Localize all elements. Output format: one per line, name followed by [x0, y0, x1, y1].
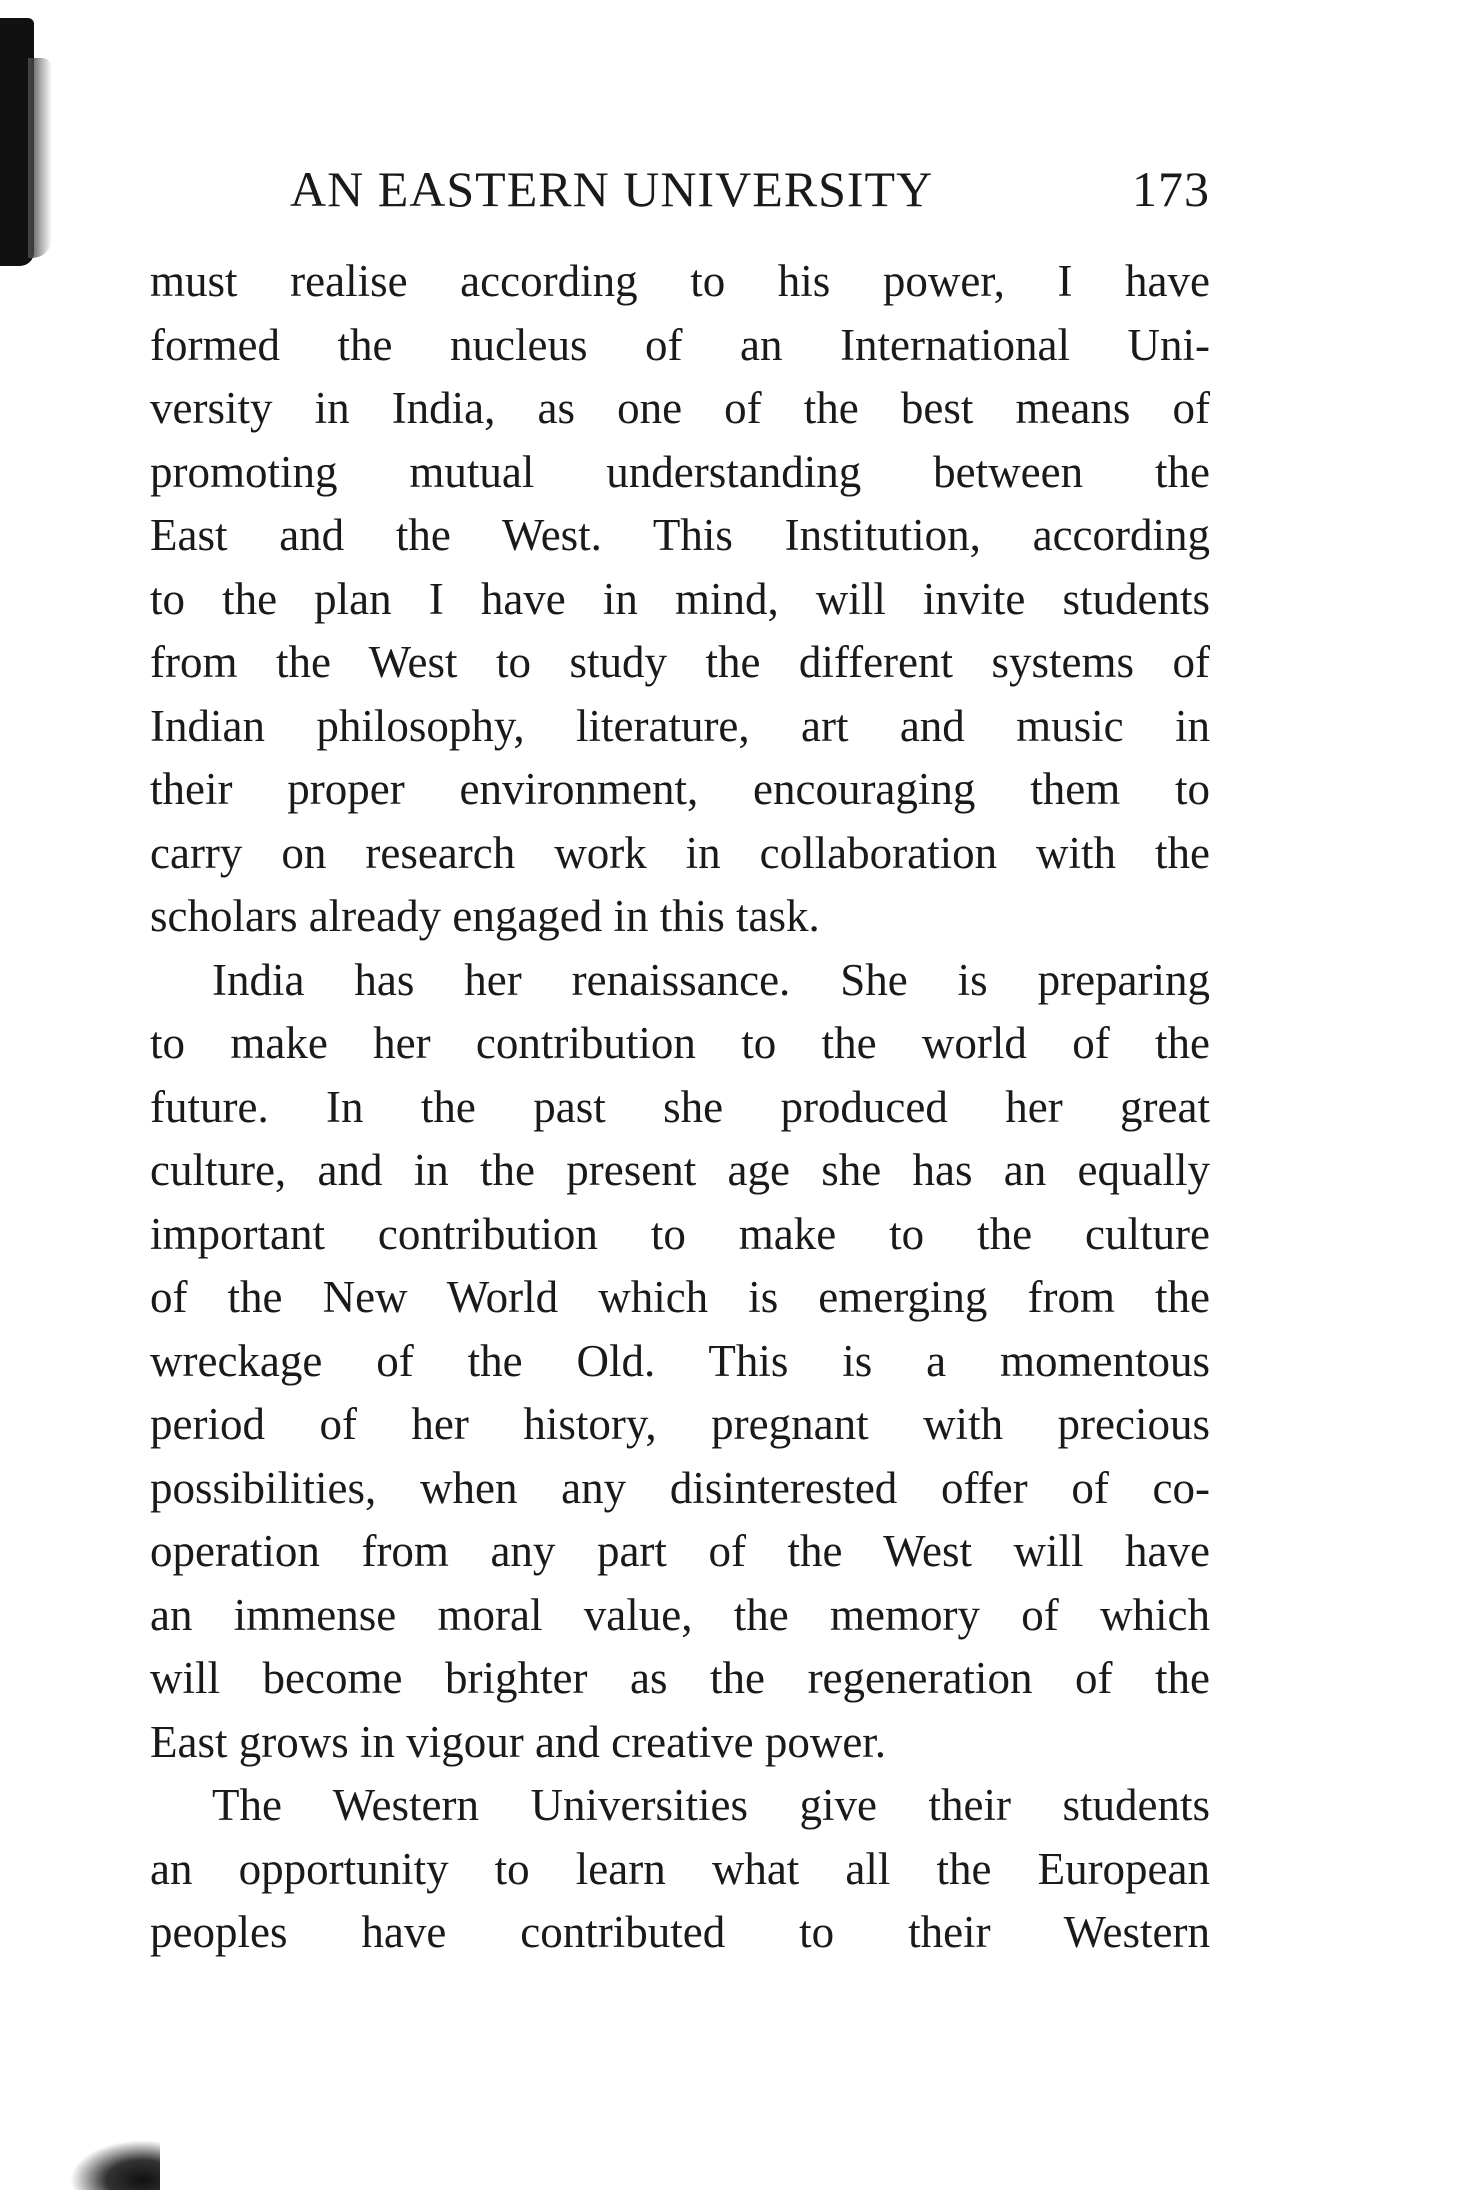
body-text: [150, 250, 1210, 1965]
text-line: Indian philosophy, literature, art and music in: [150, 700, 1210, 751]
scan-edge-shadow: [0, 18, 34, 266]
paragraph-1: [150, 250, 1210, 949]
text-line: wreckage of the Old. This is a momentous: [150, 1335, 1210, 1386]
page-number: 173: [1132, 161, 1210, 217]
text-line: carry on research work in collaboration with the: [150, 827, 1210, 878]
running-head: AN EASTERN UNIVERSITY: [290, 161, 934, 217]
text-line: East and the West. This Institution, according: [150, 510, 1210, 560]
text-line: scholars already engaged in this task.: [150, 891, 820, 941]
text-line: possibilities, when any disinterested offer of co-: [150, 1462, 1210, 1513]
text-line: versity in India, as one of the best means of: [150, 383, 1210, 433]
text-line: their proper environment, encouraging them to: [150, 764, 1210, 814]
text-line: peoples have contributed to their Western: [150, 1907, 1210, 1957]
page-header: [290, 160, 1210, 220]
text-line: will become brighter as the regeneration of the: [150, 1653, 1210, 1703]
text-line: The Western Universities give their students: [212, 1780, 1210, 1830]
text-line: must realise according to his power, I have: [150, 256, 1210, 306]
text-line: culture, and in the present age she has an equally: [150, 1145, 1210, 1195]
text-line: operation from any part of the West will have: [150, 1526, 1210, 1576]
paragraph-2: [150, 949, 1210, 1775]
text-line: East grows in vigour and creative power.: [150, 1716, 887, 1767]
text-line: an opportunity to learn what all the European: [150, 1843, 1210, 1894]
text-line: formed the nucleus of an International Uni-: [150, 319, 1210, 370]
text-line: to make her contribution to the world of the: [150, 1018, 1210, 1068]
scan-smudge: [70, 2140, 160, 2190]
text-line: period of her history, pregnant with precious: [150, 1399, 1210, 1449]
text-line: important contribution to make to the culture: [150, 1208, 1210, 1259]
text-line: India has her renaissance. She is preparing: [212, 954, 1210, 1005]
text-line: to the plan I have in mind, will invite students: [150, 573, 1210, 624]
text-line: future. In the past she produced her great: [150, 1081, 1210, 1132]
text-line: from the West to study the different systems of: [150, 637, 1210, 687]
text-line: of the New World which is emerging from the: [150, 1272, 1210, 1322]
text-line: promoting mutual understanding between the: [150, 446, 1210, 497]
text-line: an immense moral value, the memory of which: [150, 1589, 1210, 1640]
paragraph-3: [150, 1774, 1210, 1965]
